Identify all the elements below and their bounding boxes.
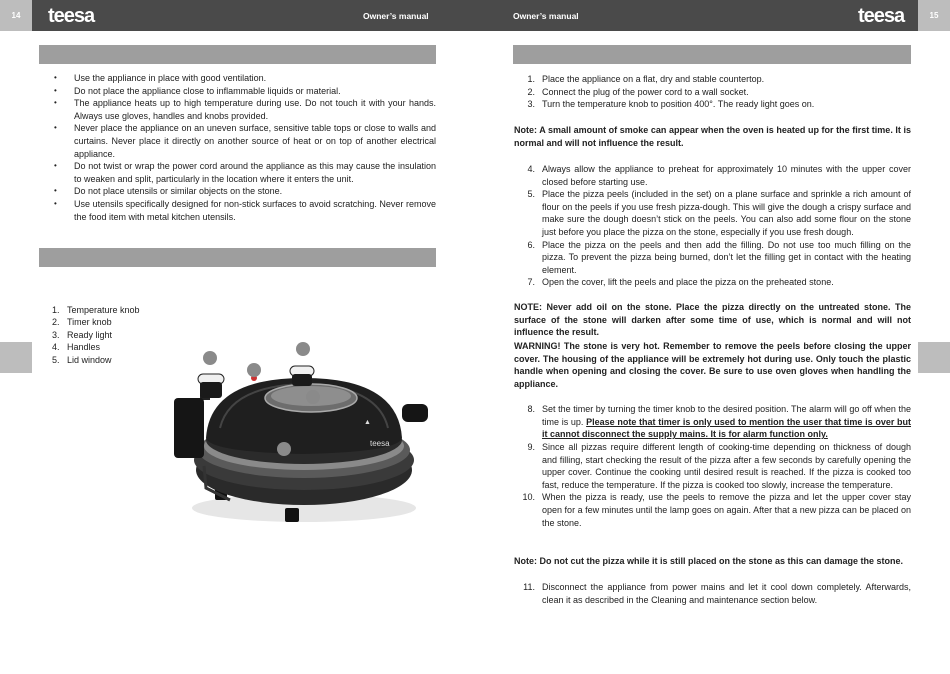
step-item [513,403,911,441]
timer-note-underlined: Please note that timer is only used to mention the user that time is over but it cannot disconnect the supply mains. It is for alarm function only. [542,416,912,440]
section-header-safety [39,45,436,64]
step-number: 9. [527,442,535,452]
safety-item: • The appliance heats up to high temperature during use. Do not touch it with your hands. Always use gloves, handles and knobs provided. [54,97,436,122]
pizza-oven-image [170,338,442,528]
step-number: 2. [52,317,60,328]
step-number: 5. [527,189,535,200]
steps-d [513,581,911,606]
steps-a [513,73,911,111]
product-brand-label: teesa [370,439,390,448]
step-text: Disconnect the appliance from power mains and let it cool down completely. Afterwards, clean it as described in the Cleaning and maintenance section below. [542,582,911,605]
step-item [52,316,172,328]
step-number: 6. [527,239,535,250]
step-text: Set the timer by turning the timer knob to the desired position. The alarm will go off when the time is up. [542,404,911,427]
safety-item: • Never place the appliance on an uneven surface, sensitive table tops or close to walls and curtains. Never place it directly on another source of heat or on top of another electrical appliance. [54,122,436,160]
safety-item: • Do not place utensils or similar objects on the stone. [54,185,436,198]
svg-text:▲: ▲ [364,419,371,426]
safety-item: • Do not place the appliance close to inflammable liquids or material. [54,85,436,98]
step-number: 8. [527,404,535,414]
header-title-left: Owner’s manual [363,11,429,21]
step-item [513,86,911,99]
step-text: Place the pizza peels (included in the set) on a plane surface and sprinkle a rich amount of flour on the peels if you use fresh pizza-dough. This will give the dough a crispy surface and make sure the dough doesn’t stick on the peels. You can also add some flour on the stone just before you place the pizza on the stone, especially if you use fresh dough. [542,189,911,237]
step-text: Lid window [67,354,112,365]
step-text: Place the appliance on a flat, dry and stable countertop. [542,74,765,84]
step-item [513,239,911,277]
step-number: 1. [527,74,535,84]
steps-8 [513,403,911,441]
warning-text: WARNING! The stone is very hot. Remember to remove the peels before closing the upper cover. The housing of the appliance will be extremely hot during use. Only touch the plastic handle when opening and closing the cover. Be sure to use oven gloves when handling the appliance. [514,341,911,389]
note-cut: Note: Do not cut the pizza while it is still placed on the stone as this can damage the stone. [514,556,904,566]
side-tab-left [0,342,32,373]
step-number: 10. [522,492,535,503]
header-title-right: Owner’s manual [513,11,579,21]
step-item [52,329,172,341]
step-item [513,73,911,86]
step-text: Connect the plug of the power cord to a wall socket. [542,86,749,97]
step-item [513,276,911,289]
step-item [513,581,911,606]
page-number-left: 14 [0,0,32,31]
step-text: Always allow the appliance to preheat for approximately 10 minutes with the upper cover closed before starting use. [542,164,911,187]
step-number: 3. [52,329,60,340]
step-item [513,188,911,238]
step-number: 11. [523,582,535,592]
step-text: When the pizza is ready, use the peels to remove the pizza and let the upper cover stay open for a few minutes until the lamp goes on again. After that a new pizza can be placed on the stone. [542,492,911,528]
step-item [52,354,172,366]
step-item [513,491,911,529]
safety-item: • Do not twist or wrap the power cord around the appliance as this may cause the insulation to weaken and split, particularly in the location where it enters the unit. [54,160,436,185]
step-number: 1. [52,305,60,315]
step-text: Ready light [67,329,113,340]
safety-list [54,72,436,223]
step-item [513,163,911,188]
step-item [52,304,172,316]
step-text: Since all pizzas require different length of cooking-time depending on thickness of dough and filling, start checking the result of the pizza after a few seconds by carefully opening the upper cover. Continue the cooking until desired result is reached. If the pizza is cooked too fast, reduce the temperature. If the pizza is cooked too slowly, increase the temperature. [542,442,911,490]
safety-item: • Use the appliance in place with good ventilation. [54,72,436,85]
section-header-parts [39,248,436,267]
step-text: Turn the temperature knob to position 400°. The ready light goes on. [542,99,815,110]
side-tab-right [918,342,950,373]
step-item [513,98,911,111]
step-text: Open the cover, lift the peels and place the pizza on the preheated stone. [542,277,834,288]
step-text: Temperature knob [67,305,140,315]
step-number: 3. [527,99,535,110]
steps-c [513,441,911,529]
safety-item: • Use utensils specifically designed for non-stick surfaces to avoid scratching. Never remove the food item with metal kitchen utensils. [54,198,436,223]
parts-list [52,304,172,366]
header-bar [0,0,950,31]
step-item [513,441,911,491]
step-number: 4. [52,342,60,353]
step-text: Place the pizza on the peels and then add the filling. Do not use too much filling on the pizza. To prevent the pizza being burned, don’t let the filling get in contact with the heating element. [542,239,911,275]
step-number: 7. [527,277,535,288]
step-number: 5. [52,354,60,365]
step-text: Handles [67,342,101,353]
brand-logo-left: teesa [48,5,95,27]
note-smoke: Note: A small amount of smoke can appear when the oven is heated up for the first time. It is normal and will not influence the result. [514,125,911,148]
step-number: 4. [527,164,535,174]
step-text: Timer knob [67,317,112,328]
step-item [52,341,172,353]
note-oil: NOTE: Never add oil on the stone. Place the pizza directly on the untreated stone. The surface of the stone will darken after some time of use, which is normal and will not influence the result. [514,302,911,338]
section-header-usage [513,45,911,64]
brand-logo-right: teesa [858,5,905,27]
step-number: 2. [527,86,535,97]
page-number-right: 15 [918,0,950,31]
steps-b [513,163,911,289]
